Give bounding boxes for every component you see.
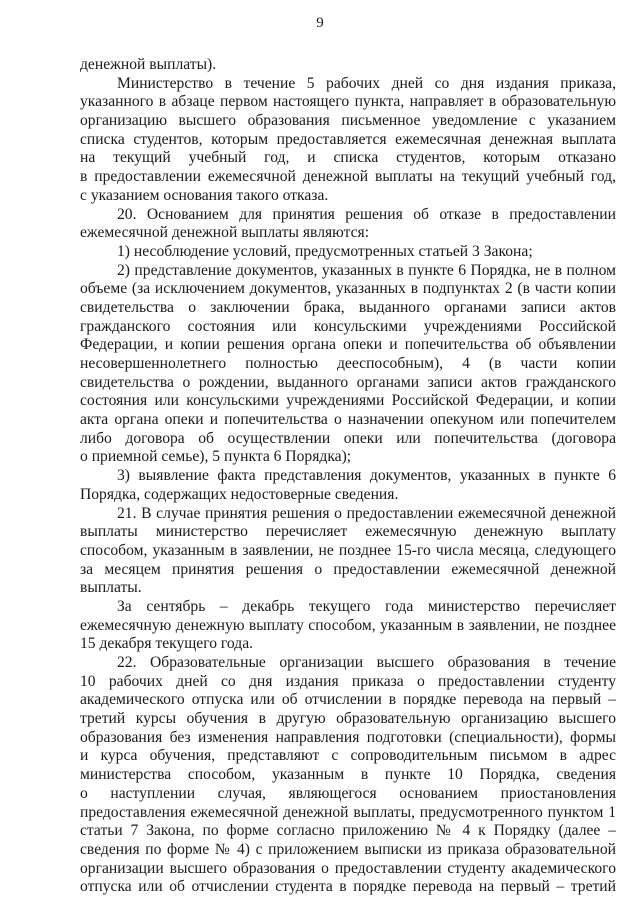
text-line: ежемесячную денежную выплату способом, указанным в заявлении, не позднее — [80, 616, 616, 634]
text-line: и курса обучения, представляют с сопроводительным письмом в адрес — [80, 747, 616, 765]
text-line: выплаты. — [80, 579, 142, 597]
text-line: предоставления ежемесячной денежной выплаты, предусмотренного пунктом 1 — [80, 803, 616, 821]
text-line: 20. Основанием для принятия решения об отказе в предоставлении — [117, 205, 616, 223]
text-line: За сентябрь – декабрь текущего года министерство перечисляет — [117, 597, 616, 615]
text-line: 22. Образовательные организации высшего образования в течение — [117, 654, 616, 671]
text-line: о приемной семье), 5 пункта 6 Порядка); — [80, 448, 352, 466]
text-line: статьи 7 Закона, по форме согласно приложению № 4 к Порядку (далее – — [80, 822, 616, 840]
text-line: несовершеннолетнего полностью дееспособным), 4 (в части копии — [80, 355, 616, 372]
text-line: Порядка, содержащих недостоверные сведения. — [80, 485, 399, 503]
text-line: Министерство в течение 5 рабочих дней со дня издания приказа, — [117, 74, 616, 92]
text-line: 21. В случае принятия решения о предоставлении ежемесячной денежной — [117, 504, 616, 522]
text-line: денежной выплаты). — [80, 56, 217, 73]
text-line: на текущий учебный год, и списка студентов, которым отказано — [80, 149, 616, 167]
text-line: третий курсы обучения в другую образовательную организацию высшего — [80, 710, 616, 728]
text-line: списка студентов, которым предоставляется ежемесячная денежная выплата — [80, 130, 616, 148]
page-number: 9 — [316, 15, 324, 31]
text-line: объеме (за исключением документов, указанных в подпунктах 2 (в части копии — [80, 280, 616, 298]
text-line: состояния или консульскими учреждениями Российской Федерации, и копии — [80, 392, 616, 410]
text-line: сведения по форме № 4) с приложением выписки из приказа образовательной — [80, 840, 616, 858]
text-line: либо договора об осуществлении опеки или попечительства (договора — [80, 429, 616, 447]
text-line: организации высшего образования о предоставлении студенту академического — [80, 859, 616, 877]
text-line: свидетельства о заключении брака, выданного органами записи актов — [80, 298, 616, 316]
text-line: ежемесячной денежной выплаты являются: — [80, 224, 370, 242]
text-line: способом, указанным в заявлении, не позднее 15-го числа месяца, следующего — [80, 541, 616, 559]
text-line: о наступлении случая, являющегося основанием приостановления — [80, 784, 616, 802]
text-line: 15 декабря текущего года. — [80, 635, 254, 653]
text-line: свидетельства о рождении, выданного органами записи актов гражданского — [80, 373, 616, 391]
text-line: акта органа опеки и попечительства о назначении опекуном или попечителем — [80, 411, 616, 429]
text-line: 1) несоблюдение условий, предусмотренных статьей 3 Закона; — [117, 242, 533, 260]
text-line: за месяцем принятия решения о предоставлении ежемесячной денежной — [80, 560, 616, 578]
text-line: министерства способом, указанным в пункте 10 Порядка, сведения — [80, 766, 616, 784]
text-line: организацию высшего образования письменное уведомление с указанием — [80, 112, 616, 130]
text-line: выплаты министерство перечисляет ежемесячную денежную выплату — [80, 523, 616, 541]
text-line: отпуска или об отчислении студента в порядке перевода на первый – третий — [80, 878, 616, 896]
text-line: 3) выявление факта представления документов, указанных в пункте 6 — [117, 467, 616, 485]
text-line: 10 рабочих дней со дня издания приказа о предоставлении студенту — [80, 672, 616, 690]
text-line: 2) представление документов, указанных в пункте 6 Порядка, не в полном — [117, 261, 616, 279]
text-line: гражданского состояния или консульскими учреждениями Российской — [80, 317, 616, 335]
text-line: в предоставлении ежемесячной денежной выплаты на текущий учебный год, — [80, 168, 616, 186]
text-line: Федерации, и копии решения органа опеки и попечительства об объявлении — [80, 336, 616, 354]
text-line: академического отпуска или об отчислении в порядке перевода на первый – — [80, 691, 616, 709]
text-line: с указанием основания такого отказа. — [80, 186, 329, 204]
document-body — [80, 56, 616, 897]
text-line: указанного в абзаце первом настоящего пункта, направляет в образовательную — [80, 93, 616, 111]
text-line: образования без изменения направления подготовки (специальности), формы — [80, 728, 616, 746]
